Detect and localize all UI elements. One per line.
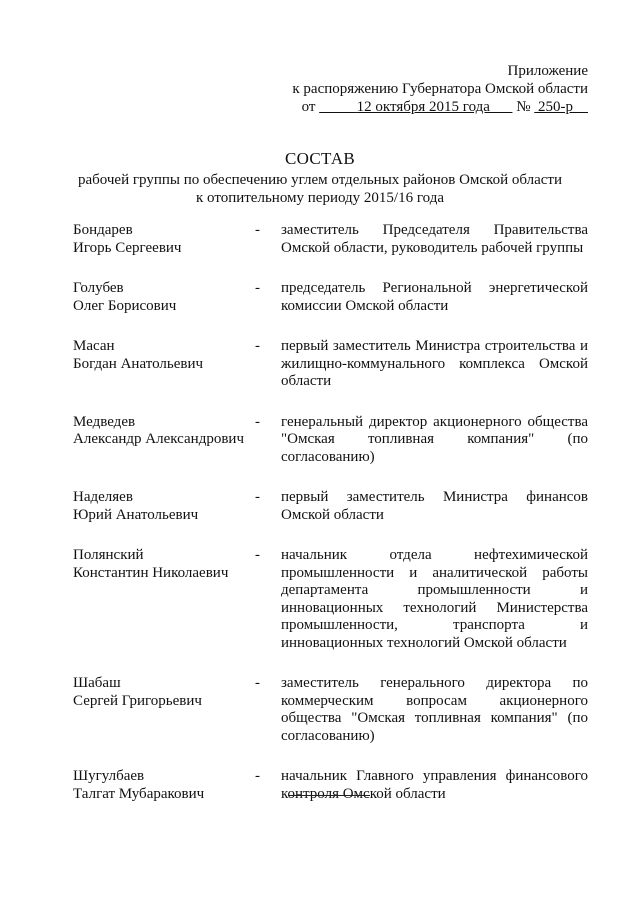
member-dash: - (255, 338, 260, 354)
member-dash: - (255, 768, 260, 784)
member-given-name: Константин Николаевич (73, 564, 229, 581)
member-given-name: Сергей Григорьевич (73, 692, 202, 709)
number-value: 250-р (538, 99, 573, 115)
member-description: заместитель генерального директора по коммерческим вопросам акционерного общества "Омская топливная компания" (по согласованию) (281, 675, 588, 744)
member-description: заместитель Председателя Правительства Омской области, руководитель рабочей группы (281, 222, 588, 256)
title-block (0, 150, 640, 207)
member-row (73, 222, 588, 257)
member-given-name: Александр Александрович (73, 431, 244, 447)
number-prefix: № (516, 99, 531, 115)
member-name (73, 222, 253, 257)
member-name (73, 280, 253, 315)
member-description: начальник Главного управления финансового контроля Омской области (281, 768, 588, 802)
member-dash: - (255, 547, 260, 563)
member-surname: Голубев (73, 280, 124, 296)
member-given-name: Олег Борисович (73, 297, 177, 314)
member-row (73, 547, 588, 652)
appendix-label: Приложение (507, 63, 588, 79)
member-given-name: Юрий Анатольевич (73, 506, 199, 523)
document-subtitle-line1: рабочей группы по обеспечению углем отдельных районов Омской области (77, 172, 563, 188)
document-subtitle-line2: к отопительному периоду 2015/16 года (196, 190, 444, 206)
member-name (73, 338, 253, 391)
member-given-name: Игорь Сергеевич (73, 239, 182, 256)
member-dash: - (255, 280, 260, 296)
member-row (73, 768, 588, 803)
member-dash: - (255, 413, 260, 430)
members-list (73, 222, 588, 803)
member-surname: Шугулбаев (73, 768, 145, 784)
member-surname: Медведев (73, 413, 136, 430)
member-description: первый заместитель Министра финансов Омской области (281, 489, 588, 523)
member-description: начальник отдела нефтехимической промышленности и аналитической работы департамента промышленности и инновационных технологий Министерства промышленности, транспорта и инновационных технологий Омской области (281, 547, 588, 651)
member-given-name: Талгат Мубаракович (73, 785, 205, 802)
member-surname: Шабаш (73, 675, 121, 691)
member-name (73, 489, 253, 524)
member-surname: Полянский (73, 547, 144, 563)
member-description: первый заместитель Министра строительства и жилищно-коммунального комплекса Омской области (281, 338, 588, 389)
member-dash: - (255, 222, 260, 238)
member-name (73, 547, 253, 652)
date-value: 12 октября 2015 года (356, 99, 490, 115)
member-name (73, 675, 253, 745)
member-description: генеральный директор акционерного общества "Омская топливная компания" (по согласованию) (281, 413, 588, 465)
member-surname: Масан (73, 338, 115, 354)
member-name (73, 768, 253, 803)
date-prefix: от (301, 99, 316, 115)
member-dash: - (255, 489, 260, 505)
document-title: СОСТАВ (284, 149, 356, 168)
member-dash: - (255, 675, 260, 691)
member-name (73, 414, 253, 467)
member-surname: Бондарев (73, 222, 133, 238)
member-row (73, 280, 588, 315)
member-row (73, 675, 588, 745)
member-given-name: Богдан Анатольевич (73, 355, 204, 372)
member-description: председатель Региональной энергетической комиссии Омской области (281, 280, 588, 314)
end-divider (288, 795, 370, 796)
appendix-header (292, 62, 588, 116)
appendix-reference: к распоряжению Губернатора Омской области (292, 81, 588, 97)
member-surname: Наделяев (73, 489, 133, 505)
member-row (73, 489, 588, 524)
member-row (73, 414, 588, 467)
appendix-date-line (292, 98, 588, 116)
member-row (73, 338, 588, 391)
